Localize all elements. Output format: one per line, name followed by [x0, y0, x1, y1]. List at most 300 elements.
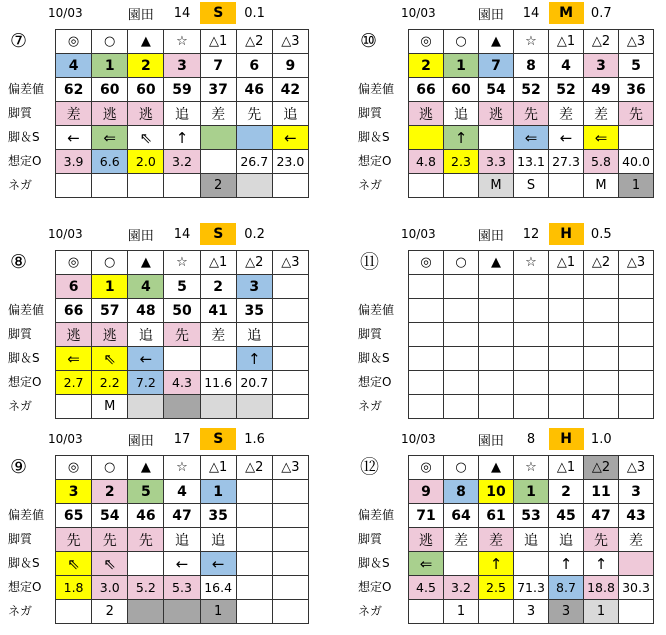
grade-value: 0.5	[590, 226, 612, 242]
horse-number-cell: 5	[619, 54, 654, 78]
deviation-cell: 46	[237, 78, 273, 102]
leg-speed-cell	[237, 126, 273, 150]
horse-number-cell: 3	[164, 54, 200, 78]
row-label-running-style: 脚質	[358, 532, 383, 546]
running-style-cell: 逃	[409, 102, 444, 126]
horse-number-cell	[479, 275, 514, 299]
running-style-cell: 差	[56, 102, 92, 126]
estimated-odds-cell: 27.3	[549, 150, 584, 174]
negative-cell: 2	[92, 600, 128, 624]
negative-cell	[479, 395, 514, 419]
race-panel-8	[0, 221, 320, 421]
leg-speed-cell	[273, 552, 309, 576]
negative-cell	[273, 600, 309, 624]
mark-header-cell: △1	[549, 456, 584, 480]
deviation-cell: 60	[444, 78, 479, 102]
runner-count: 14	[173, 226, 191, 242]
leg-speed-cell: ←	[128, 347, 164, 371]
leg-speed-cell: ↑	[164, 126, 200, 150]
horse-number-cell	[273, 480, 309, 504]
negative-cell	[514, 395, 549, 419]
horse-number-cell: 1	[92, 275, 128, 299]
running-style-cell	[479, 323, 514, 347]
negative-cell	[619, 600, 654, 624]
horse-number-cell: 8	[444, 480, 479, 504]
negative-cell	[56, 600, 92, 624]
leg-speed-cell: ↑	[444, 126, 479, 150]
negative-cell	[164, 600, 200, 624]
race-number: ⑧	[10, 251, 28, 273]
row-label-estimated-odds: 想定O	[358, 154, 392, 168]
grade-value: 0.7	[590, 5, 612, 21]
negative-cell: 1	[444, 600, 479, 624]
negative-cell	[584, 395, 619, 419]
negative-cell	[237, 600, 273, 624]
estimated-odds-cell	[409, 371, 444, 395]
deviation-cell: 66	[56, 299, 92, 323]
estimated-odds-cell	[584, 371, 619, 395]
running-style-cell: 先	[237, 102, 273, 126]
row-label-negative: ネガ	[8, 178, 33, 192]
deviation-cell: 41	[201, 299, 237, 323]
estimated-odds-cell	[444, 371, 479, 395]
leg-speed-cell: ←	[56, 126, 92, 150]
race-date: 10/03	[48, 432, 83, 446]
negative-cell: 1	[584, 600, 619, 624]
negative-cell	[409, 600, 444, 624]
running-style-cell: 追	[201, 528, 237, 552]
race-panel-12	[350, 426, 666, 626]
deviation-cell: 54	[479, 78, 514, 102]
leg-speed-cell	[619, 347, 654, 371]
mark-header-cell: △2	[584, 30, 619, 54]
negative-cell: 3	[549, 600, 584, 624]
deviation-cell: 53	[514, 504, 549, 528]
row-label-deviation: 偏差値	[358, 508, 395, 522]
estimated-odds-cell: 3.3	[479, 150, 514, 174]
horse-number-cell: 1	[444, 54, 479, 78]
estimated-odds-cell: 7.2	[128, 371, 164, 395]
negative-cell	[237, 174, 273, 198]
row-label-leg-speed: 脚＆S	[358, 130, 390, 144]
negative-cell	[164, 174, 200, 198]
horse-number-cell	[514, 275, 549, 299]
row-label-column	[0, 455, 55, 623]
estimated-odds-cell	[273, 371, 309, 395]
leg-speed-cell	[514, 552, 549, 576]
horse-number-cell: 2	[201, 275, 237, 299]
race-header	[401, 2, 654, 24]
venue-name: 園田	[477, 228, 504, 244]
mark-header-cell: △3	[619, 30, 654, 54]
horse-number-cell: 2	[128, 54, 164, 78]
race-panel-9	[0, 426, 320, 626]
row-label-running-style: 脚質	[8, 532, 33, 546]
estimated-odds-cell: 5.3	[164, 576, 200, 600]
estimated-odds-cell	[514, 371, 549, 395]
deviation-cell: 60	[92, 78, 128, 102]
venue-name: 園田	[477, 433, 504, 449]
deviation-cell: 61	[479, 504, 514, 528]
row-label-negative: ネガ	[358, 604, 383, 618]
mark-header-cell: △1	[549, 251, 584, 275]
leg-speed-cell	[479, 347, 514, 371]
negative-cell	[444, 395, 479, 419]
leg-speed-cell	[444, 347, 479, 371]
running-style-cell: 逃	[92, 102, 128, 126]
leg-speed-cell: ⇐	[92, 126, 128, 150]
deviation-cell	[237, 504, 273, 528]
prediction-table	[55, 455, 309, 624]
race-date: 10/03	[48, 6, 83, 20]
race-number: ⑩	[360, 30, 378, 52]
running-style-cell: 先	[164, 323, 200, 347]
row-label-deviation: 偏差値	[8, 508, 45, 522]
leg-speed-cell	[619, 126, 654, 150]
deviation-cell: 52	[549, 78, 584, 102]
race-header	[48, 428, 309, 450]
running-style-cell	[444, 323, 479, 347]
estimated-odds-cell: 2.5	[479, 576, 514, 600]
mark-header-cell: △2	[237, 456, 273, 480]
leg-speed-cell	[444, 552, 479, 576]
negative-cell	[92, 174, 128, 198]
leg-speed-cell	[514, 347, 549, 371]
mark-header-cell: ◎	[409, 456, 444, 480]
estimated-odds-cell: 16.4	[201, 576, 237, 600]
leg-speed-cell	[201, 126, 237, 150]
horse-number-cell: 4	[56, 54, 92, 78]
horse-number-cell: 7	[479, 54, 514, 78]
deviation-cell: 45	[549, 504, 584, 528]
leg-speed-cell: ⇐	[409, 552, 444, 576]
estimated-odds-cell	[479, 371, 514, 395]
deviation-cell	[584, 299, 619, 323]
race-header	[48, 223, 309, 245]
horse-number-cell: 4	[128, 275, 164, 299]
row-label-estimated-odds: 想定O	[358, 580, 392, 594]
deviation-cell: 35	[201, 504, 237, 528]
prediction-table	[55, 29, 309, 198]
mark-header-cell: ○	[444, 456, 479, 480]
deviation-cell: 66	[409, 78, 444, 102]
deviation-cell: 47	[164, 504, 200, 528]
negative-cell	[549, 174, 584, 198]
venue-name: 園田	[127, 228, 154, 244]
deviation-cell: 54	[92, 504, 128, 528]
negative-cell: 1	[619, 174, 654, 198]
estimated-odds-cell	[273, 576, 309, 600]
mark-header-cell: △1	[201, 456, 237, 480]
horse-number-cell: 3	[584, 54, 619, 78]
leg-speed-cell	[619, 552, 654, 576]
negative-cell	[444, 174, 479, 198]
race-panel-11	[350, 221, 666, 421]
negative-cell	[409, 174, 444, 198]
mark-header-cell: ▲	[479, 30, 514, 54]
horse-number-cell: 10	[479, 480, 514, 504]
running-style-cell: 逃	[128, 102, 164, 126]
running-style-cell: 追	[128, 323, 164, 347]
mark-header-cell: ○	[92, 456, 128, 480]
running-style-cell: 先	[584, 528, 619, 552]
negative-cell	[273, 174, 309, 198]
race-number: ⑫	[360, 456, 380, 478]
row-label-leg-speed: 脚＆S	[8, 351, 40, 365]
mark-header-cell: △1	[201, 30, 237, 54]
grade-value: 0.1	[244, 5, 265, 21]
race-date: 10/03	[401, 227, 436, 241]
row-label-leg-speed: 脚＆S	[358, 351, 390, 365]
mark-header-cell: ◎	[409, 30, 444, 54]
mark-header-cell: ◎	[56, 251, 92, 275]
horse-number-cell	[549, 275, 584, 299]
estimated-odds-cell: 23.0	[273, 150, 309, 174]
mark-header-cell: ▲	[479, 251, 514, 275]
deviation-cell: 49	[584, 78, 619, 102]
deviation-cell: 64	[444, 504, 479, 528]
deviation-cell	[549, 299, 584, 323]
estimated-odds-cell: 71.3	[514, 576, 549, 600]
deviation-cell	[619, 299, 654, 323]
leg-speed-cell: ⇐	[584, 126, 619, 150]
leg-speed-cell: ←	[549, 126, 584, 150]
horse-number-cell	[584, 275, 619, 299]
leg-speed-cell	[409, 126, 444, 150]
estimated-odds-cell: 3.9	[56, 150, 92, 174]
race-header	[48, 2, 309, 24]
row-label-deviation: 偏差値	[358, 303, 395, 317]
horse-number-cell: 2	[92, 480, 128, 504]
mark-header-cell: △3	[273, 30, 309, 54]
running-style-cell: 差	[201, 323, 237, 347]
negative-cell	[128, 600, 164, 624]
leg-speed-cell: ↑	[584, 552, 619, 576]
negative-cell: M	[584, 174, 619, 198]
leg-speed-cell: ⇐	[56, 347, 92, 371]
horse-number-cell: 1	[92, 54, 128, 78]
mark-header-cell: ☆	[164, 251, 200, 275]
mark-header-cell: △2	[584, 251, 619, 275]
grade-badge: S	[200, 223, 236, 245]
negative-cell	[479, 600, 514, 624]
estimated-odds-cell: 2.3	[444, 150, 479, 174]
running-style-cell: 差	[584, 102, 619, 126]
estimated-odds-cell: 20.7	[237, 371, 273, 395]
estimated-odds-cell: 40.0	[619, 150, 654, 174]
grade-value: 0.2	[244, 226, 265, 242]
negative-cell	[237, 395, 273, 419]
mark-header-cell: △2	[584, 456, 619, 480]
leg-speed-cell: ←	[273, 126, 309, 150]
venue-name: 園田	[477, 7, 504, 23]
deviation-cell: 65	[56, 504, 92, 528]
negative-cell	[619, 395, 654, 419]
mark-header-cell: ☆	[514, 251, 549, 275]
running-style-cell: 先	[514, 102, 549, 126]
row-label-horse-number	[350, 274, 405, 298]
running-style-cell: 追	[549, 528, 584, 552]
horse-number-cell	[409, 275, 444, 299]
race-header	[401, 428, 654, 450]
deviation-cell: 37	[201, 78, 237, 102]
running-style-cell: 差	[479, 528, 514, 552]
estimated-odds-cell: 4.8	[409, 150, 444, 174]
row-label-estimated-odds: 想定O	[8, 154, 42, 168]
estimated-odds-cell	[237, 576, 273, 600]
mark-header-cell: △1	[549, 30, 584, 54]
leg-speed-cell	[128, 552, 164, 576]
mark-header-cell: ☆	[514, 30, 549, 54]
running-style-cell: 追	[164, 102, 200, 126]
deviation-cell: 59	[164, 78, 200, 102]
grade-badge: S	[200, 2, 236, 24]
estimated-odds-cell	[201, 150, 237, 174]
horse-number-cell	[444, 275, 479, 299]
leg-speed-cell	[237, 552, 273, 576]
running-style-cell	[273, 528, 309, 552]
row-label-leg-speed: 脚＆S	[8, 130, 40, 144]
running-style-cell: 差	[549, 102, 584, 126]
race-number: ⑪	[360, 251, 380, 273]
leg-speed-cell: ←	[201, 552, 237, 576]
horse-number-cell: 7	[201, 54, 237, 78]
deviation-cell	[409, 299, 444, 323]
grade-value: 1.6	[244, 431, 265, 447]
deviation-cell: 36	[619, 78, 654, 102]
negative-cell: M	[92, 395, 128, 419]
mark-header-cell: △1	[201, 251, 237, 275]
horse-number-cell: 1	[514, 480, 549, 504]
running-style-cell: 先	[619, 102, 654, 126]
mark-header-cell: ◎	[409, 251, 444, 275]
venue-name: 園田	[127, 433, 154, 449]
leg-speed-cell	[584, 347, 619, 371]
running-style-cell: 先	[56, 528, 92, 552]
mark-header-cell: ☆	[514, 456, 549, 480]
running-style-cell: 差	[444, 528, 479, 552]
horse-number-cell: 9	[409, 480, 444, 504]
mark-header-cell: ▲	[128, 456, 164, 480]
leg-speed-cell: ⇖	[92, 347, 128, 371]
prediction-table	[408, 250, 654, 419]
leg-speed-cell: ⇐	[514, 126, 549, 150]
horse-number-cell: 1	[201, 480, 237, 504]
running-style-cell: 先	[128, 528, 164, 552]
mark-header-cell: ▲	[479, 456, 514, 480]
runner-count: 14	[522, 5, 540, 21]
row-label-negative: ネガ	[358, 178, 383, 192]
mark-header-cell: ○	[444, 251, 479, 275]
negative-cell: 2	[201, 174, 237, 198]
mark-header-cell: ▲	[128, 30, 164, 54]
estimated-odds-cell: 4.3	[164, 371, 200, 395]
estimated-odds-cell: 2.0	[128, 150, 164, 174]
running-style-cell	[584, 323, 619, 347]
estimated-odds-cell: 30.3	[619, 576, 654, 600]
row-label-estimated-odds: 想定O	[8, 580, 42, 594]
race-panel-10	[350, 0, 666, 200]
deviation-cell: 35	[237, 299, 273, 323]
prediction-table	[55, 250, 309, 419]
leg-speed-cell: ↑	[479, 552, 514, 576]
deviation-cell: 46	[128, 504, 164, 528]
deviation-cell: 71	[409, 504, 444, 528]
mark-header-cell: △3	[619, 251, 654, 275]
leg-speed-cell	[409, 347, 444, 371]
running-style-cell: 追	[514, 528, 549, 552]
mark-header-cell: △3	[273, 251, 309, 275]
leg-speed-cell: ←	[164, 552, 200, 576]
deviation-cell	[273, 504, 309, 528]
estimated-odds-cell	[619, 371, 654, 395]
deviation-cell: 42	[273, 78, 309, 102]
deviation-cell: 47	[584, 504, 619, 528]
race-number: ⑨	[10, 456, 28, 478]
estimated-odds-cell: 5.2	[128, 576, 164, 600]
race-number: ⑦	[10, 30, 28, 52]
prediction-table	[408, 29, 654, 198]
deviation-cell	[479, 299, 514, 323]
horse-number-cell: 9	[273, 54, 309, 78]
negative-cell	[201, 395, 237, 419]
row-label-negative: ネガ	[358, 399, 383, 413]
grade-badge: S	[200, 428, 236, 450]
leg-speed-cell: ⇖	[56, 552, 92, 576]
running-style-cell: 逃	[56, 323, 92, 347]
row-label-deviation: 偏差値	[358, 82, 395, 96]
horse-number-cell: 2	[409, 54, 444, 78]
horse-number-cell: 4	[549, 54, 584, 78]
mark-header-cell: ◎	[56, 456, 92, 480]
runner-count: 14	[173, 5, 191, 21]
row-label-deviation: 偏差値	[8, 303, 45, 317]
mark-header-cell: △3	[273, 456, 309, 480]
deviation-cell: 50	[164, 299, 200, 323]
row-label-column	[0, 29, 55, 197]
estimated-odds-cell: 13.1	[514, 150, 549, 174]
venue-name: 園田	[127, 7, 154, 23]
deviation-cell: 43	[619, 504, 654, 528]
leg-speed-cell	[549, 347, 584, 371]
row-label-column	[350, 455, 405, 623]
mark-header-cell: △2	[237, 251, 273, 275]
deviation-cell: 48	[128, 299, 164, 323]
row-label-running-style: 脚質	[8, 327, 33, 341]
horse-number-cell	[237, 480, 273, 504]
negative-cell	[164, 395, 200, 419]
running-style-cell: 追	[164, 528, 200, 552]
deviation-cell	[444, 299, 479, 323]
running-style-cell: 逃	[479, 102, 514, 126]
mark-header-cell: ☆	[164, 30, 200, 54]
grade-badge: H	[549, 223, 584, 245]
estimated-odds-cell: 26.7	[237, 150, 273, 174]
leg-speed-cell	[164, 347, 200, 371]
row-label-leg-speed: 脚＆S	[358, 556, 390, 570]
row-label-column	[0, 250, 55, 418]
horse-number-cell: 6	[56, 275, 92, 299]
running-style-cell: 先	[92, 528, 128, 552]
negative-cell	[273, 395, 309, 419]
race-date: 10/03	[401, 432, 436, 446]
race-header	[401, 223, 654, 245]
negative-cell	[409, 395, 444, 419]
estimated-odds-cell: 18.8	[584, 576, 619, 600]
row-label-estimated-odds: 想定O	[358, 375, 392, 389]
leg-speed-cell	[479, 126, 514, 150]
estimated-odds-cell: 4.5	[409, 576, 444, 600]
